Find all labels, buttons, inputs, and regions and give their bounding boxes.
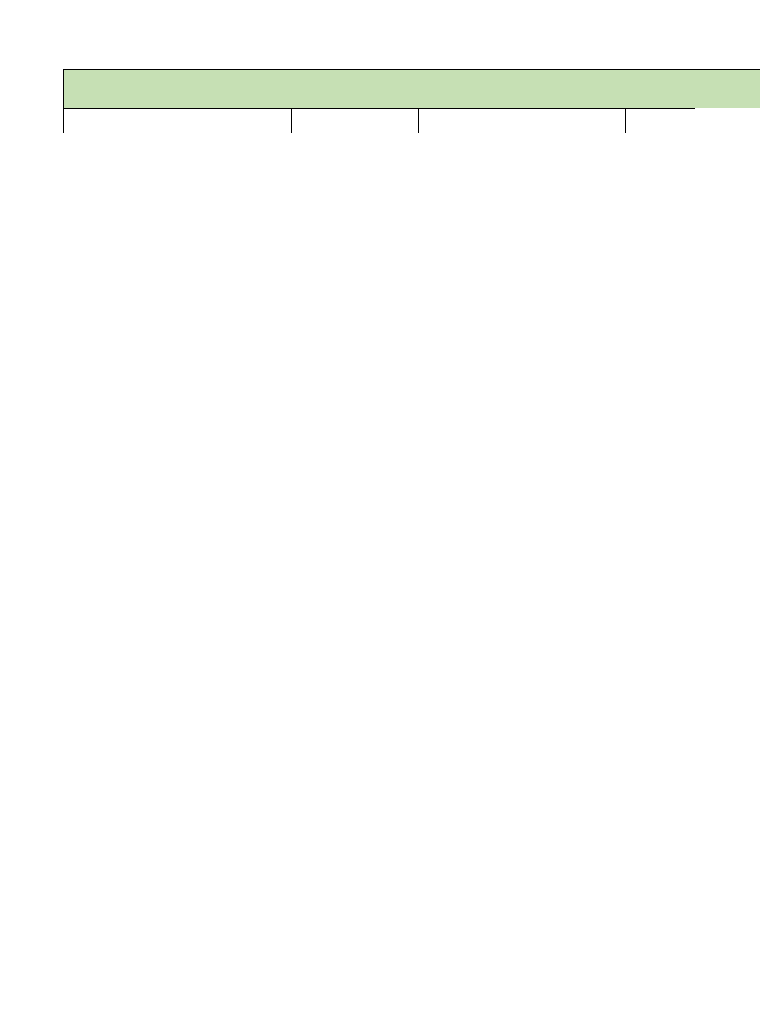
table-header-row — [63, 133, 695, 217]
date-label-cell — [63, 109, 292, 133]
title-bar — [63, 69, 760, 108]
date-row — [63, 109, 695, 133]
date-value-cell[interactable] — [292, 109, 419, 133]
cutting-section-cell — [418, 109, 626, 133]
